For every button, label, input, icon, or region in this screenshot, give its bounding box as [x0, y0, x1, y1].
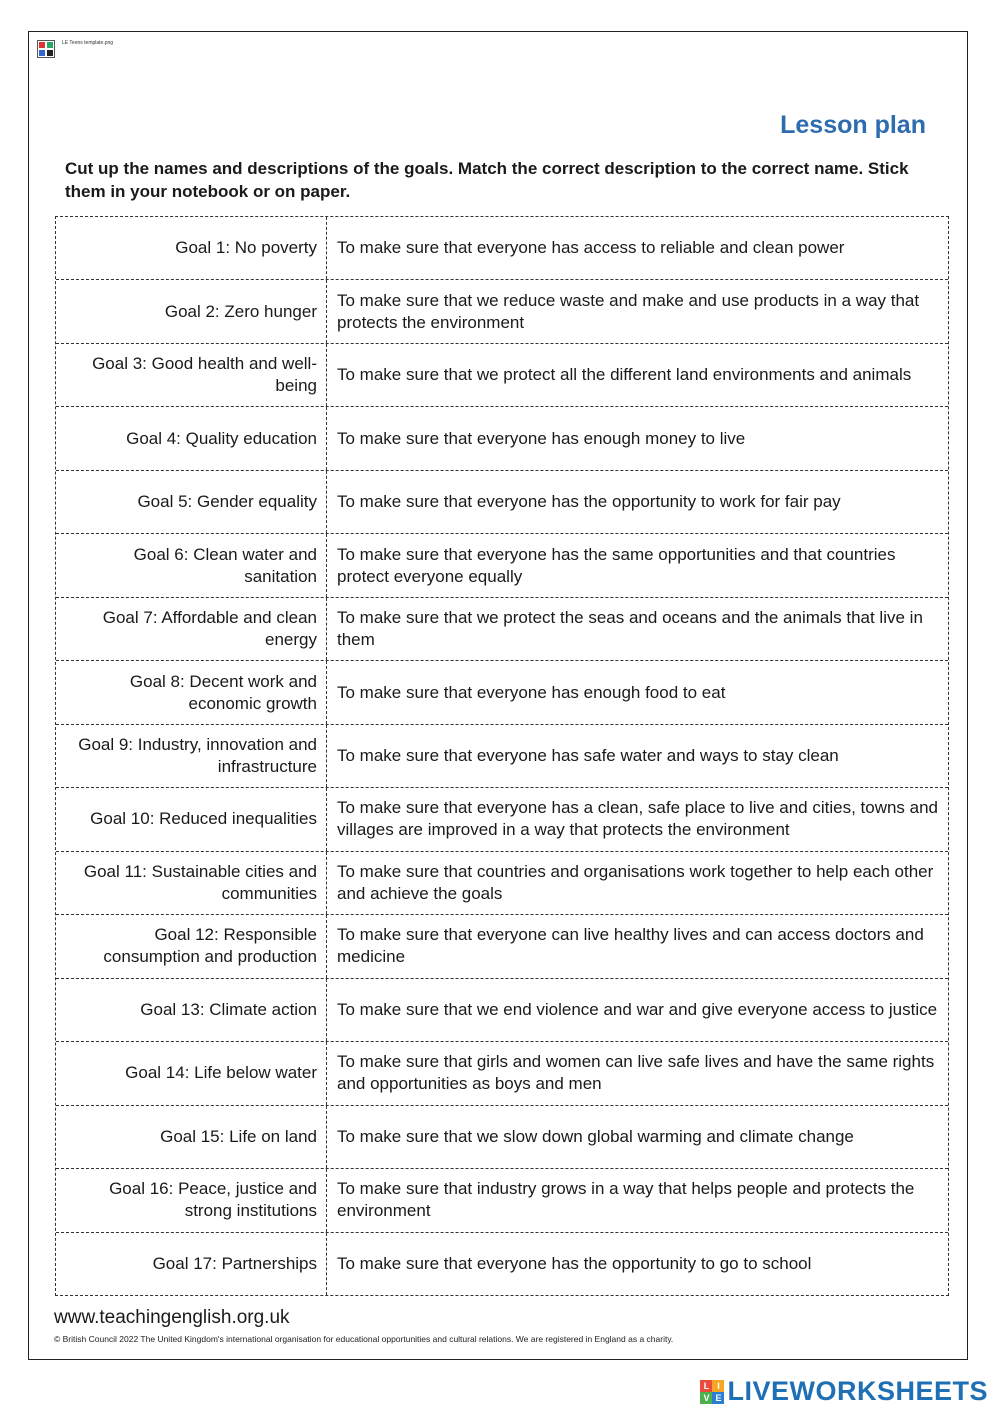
goal-description-cell: To make sure that everyone has safe water and ways to stay clean [337, 745, 839, 765]
liveworksheets-wordmark: LIVEWORKSHEETS [727, 1376, 988, 1406]
goal-row [56, 1233, 948, 1295]
goal-name-cell: Goal 17: Partnerships [56, 1233, 327, 1295]
badge-letter: V [700, 1392, 712, 1404]
goal-row [56, 1042, 948, 1105]
instructions: Cut up the names and descriptions of the goals. Match the correct description to the correct name. Stick them in your notebook or on paper. [65, 159, 909, 201]
liveworksheets-logo [700, 1376, 988, 1407]
liveworksheets-badge-icon [700, 1380, 724, 1404]
goal-row [56, 280, 948, 343]
goal-name-cell: Goal 5: Gender equality [56, 471, 327, 533]
website-link[interactable]: www.teachingenglish.org.uk [54, 1307, 290, 1328]
goal-row [56, 344, 948, 407]
goal-row [56, 471, 948, 534]
goal-row [56, 407, 948, 470]
goal-description-cell: To make sure that we end violence and war and give everyone access to justice [337, 999, 938, 1019]
goal-description-cell: To make sure that everyone has enough money to live [337, 428, 746, 448]
goal-description-cell: To make sure that everyone has the same opportunities and that countries protect everyone equally [337, 544, 896, 586]
goal-name-cell: Goal 9: Industry, innovation and infrastructure [56, 725, 327, 787]
badge-letter: E [712, 1392, 724, 1404]
goal-row [56, 725, 948, 788]
page-title: Lesson plan [780, 111, 926, 139]
goal-description-cell: To make sure that we protect the seas and oceans and the animals that live in them [337, 608, 923, 650]
goal-row [56, 534, 948, 597]
goal-name-cell: Goal 13: Climate action [56, 979, 327, 1041]
goal-description-cell: To make sure that everyone has enough food to eat [337, 682, 726, 702]
goal-name-cell: Goal 2: Zero hunger [56, 280, 327, 342]
goal-name-cell: Goal 3: Good health and well-being [56, 344, 327, 406]
goal-row [56, 1106, 948, 1169]
goal-name-cell: Goal 4: Quality education [56, 407, 327, 469]
goal-name-cell: Goal 10: Reduced inequalities [56, 788, 327, 850]
goal-description-cell: To make sure that countries and organisations work together to help each other and achieve the goals [337, 861, 934, 903]
goal-description-cell: To make sure that we slow down global warming and climate change [337, 1126, 854, 1146]
goal-name-cell: Goal 16: Peace, justice and strong institutions [56, 1169, 327, 1231]
goal-row [56, 788, 948, 851]
template-image-icon [37, 40, 55, 58]
badge-letter: I [712, 1380, 724, 1392]
goal-name-cell: Goal 15: Life on land [56, 1106, 327, 1168]
goal-description-cell: To make sure that everyone can live healthy lives and can access doctors and medicine [337, 925, 924, 967]
goal-row [56, 217, 948, 280]
goal-name-cell: Goal 7: Affordable and clean energy [56, 598, 327, 660]
goal-name-cell: Goal 11: Sustainable cities and communities [56, 852, 327, 914]
goal-table [55, 216, 949, 1296]
goal-row [56, 661, 948, 724]
goal-name-cell: Goal 1: No poverty [56, 217, 327, 279]
goal-description-cell: To make sure that everyone has the opportunity to go to school [337, 1253, 812, 1273]
goal-description-cell: To make sure that we reduce waste and make and use products in a way that protects the environment [337, 290, 920, 332]
copyright-notice: © British Council 2022 The United Kingdom's international organisation for educational opportunities and cultural relations. We are registered in England as a charity. [54, 1334, 674, 1344]
goal-name-cell: Goal 6: Clean water and sanitation [56, 534, 327, 596]
goal-description-cell: To make sure that everyone has the opportunity to work for fair pay [337, 492, 841, 512]
goal-name-cell: Goal 8: Decent work and economic growth [56, 661, 327, 723]
goal-row [56, 598, 948, 661]
goal-name-cell: Goal 14: Life below water [56, 1042, 327, 1104]
goal-description-cell: To make sure that girls and women can live safe lives and have the same rights and opportunities as boys and men [337, 1052, 935, 1094]
goal-description-cell: To make sure that everyone has a clean, safe place to live and cities, towns and villages are improved in a way that protects the environment [337, 798, 939, 840]
badge-letter: L [700, 1380, 712, 1392]
goal-description-cell: To make sure that industry grows in a way that helps people and protects the environment [337, 1179, 915, 1221]
goal-row [56, 915, 948, 978]
goal-row [56, 852, 948, 915]
goal-row [56, 979, 948, 1042]
goal-row [56, 1169, 948, 1232]
goal-description-cell: To make sure that we protect all the different land environments and animals [337, 365, 912, 385]
template-filename: LE Teens template.png [62, 40, 114, 46]
goal-name-cell: Goal 12: Responsible consumption and production [56, 915, 327, 977]
goal-description-cell: To make sure that everyone has access to reliable and clean power [337, 238, 845, 258]
